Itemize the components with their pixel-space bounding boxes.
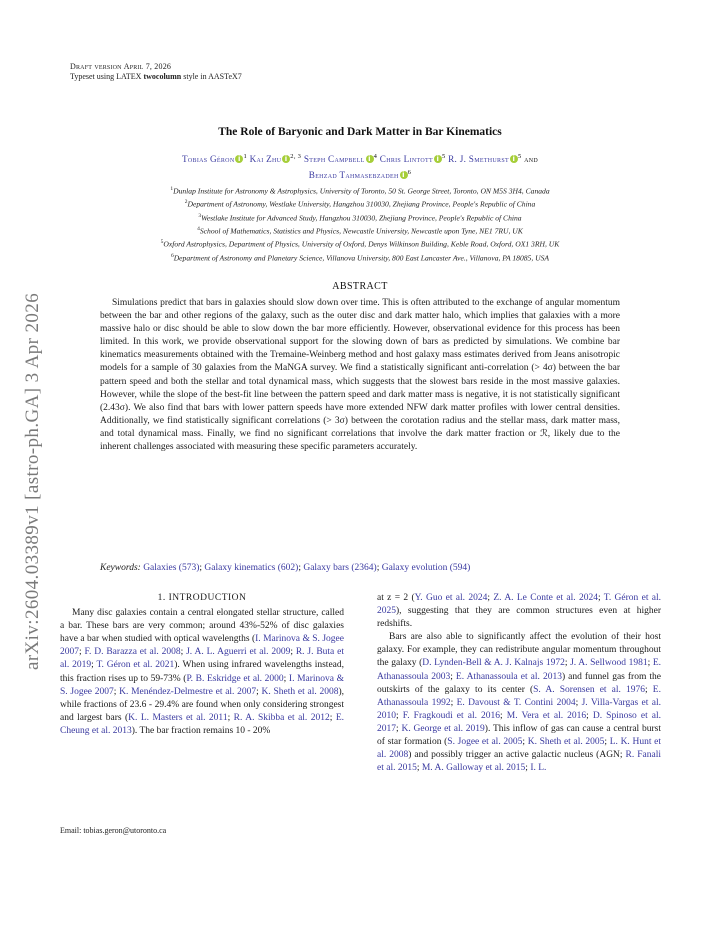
orcid-icon[interactable] [282, 155, 290, 163]
affiliation-number: 2 [184, 199, 188, 206]
affiliation-text: Department of Astronomy, Westlake University, Hangzhou 310030, Zhejiang Province, People's Republic of China [187, 199, 536, 209]
paragraph-text: ). When using infrared wavelengths instead, this fraction rises up to 59-73% ( [60, 660, 345, 684]
citation-link[interactable]: K. Menéndez-Delmestre et al. 2007 [119, 686, 257, 697]
affiliation-item [40, 197, 680, 210]
intro-paragraph [377, 631, 661, 775]
citation-link[interactable]: S. A. Sorensen et al. 1976 [533, 684, 646, 695]
citation-link[interactable]: T. Géron et al. 2021 [96, 660, 175, 671]
affiliation-text: Department of Astronomy and Planetary Science, Villanova University, 800 East Lancaster Ave., Villanova, PA 18085, USA [173, 253, 550, 263]
authors-and: and [524, 154, 539, 165]
author-affiliation: 5 [517, 153, 522, 160]
citation-link[interactable]: Z. A. Le Conte et al. 2024 [493, 593, 598, 603]
author-affiliation: 5 [441, 153, 446, 160]
paragraph-text: ; [396, 723, 402, 734]
paragraph-text: ; [487, 593, 494, 603]
author-name[interactable]: Chris Lintott [379, 154, 433, 165]
orcid-icon[interactable] [510, 155, 518, 163]
affiliation-number: 4 [197, 225, 200, 232]
author-affiliation: 4 [373, 153, 378, 160]
author-name[interactable]: Behzad Tahmasebzadeh [308, 170, 399, 181]
paragraph-text: ; [416, 763, 422, 774]
orcid-icon[interactable] [434, 155, 442, 163]
citation-link[interactable]: E. Athanassoula 1992 [377, 684, 661, 708]
keywords-label: Keywords: [100, 563, 141, 573]
paragraph-text: ). The bar fraction remains 10 - 20% [131, 725, 271, 736]
right-column [377, 592, 661, 775]
paragraph-text: ). This inflow of gas can cause a central burst of star formation ( [377, 723, 661, 748]
citation-link[interactable]: I. Marinova & S. Jogee 2007 [60, 634, 344, 658]
paragraph-text: ; [290, 647, 296, 658]
paragraph-text: ; [575, 697, 582, 708]
typeset-style: twocolumn [143, 72, 182, 81]
paragraph-text: ; [597, 593, 604, 603]
affiliation-text: Oxford Astrophysics, Department of Physics, University of Oxford, Denys Wilkinson Building, Keble Road, Oxford, OX1 3RH, UK [163, 239, 560, 249]
affiliation-item [40, 224, 680, 237]
paragraph-text: ; [564, 658, 571, 669]
orcid-icon[interactable] [366, 155, 374, 163]
citation-link[interactable]: Y. Guo et al. 2024 [414, 593, 488, 603]
keyword-link[interactable]: Galaxies (573) [143, 563, 200, 573]
orcid-icon[interactable] [235, 155, 243, 163]
citation-link[interactable]: E. Cheung et al. 2013 [60, 712, 344, 736]
paragraph-text: ; [180, 647, 187, 658]
citation-link[interactable]: L. K. Hunt et al. 2008 [377, 737, 662, 761]
paragraph-text: ; [645, 684, 653, 695]
paragraph-text: ; [283, 673, 289, 684]
keyword-link[interactable]: Galaxy evolution (594) [381, 563, 471, 573]
citation-link[interactable]: D. Spinoso et al. 2017 [377, 710, 662, 734]
affiliation-item [40, 211, 680, 224]
paragraph-text: ; [256, 686, 262, 697]
paragraph-text: ) and possibly trigger an active galactic nucleus (AGN; [408, 750, 626, 761]
citation-link[interactable]: T. Géron et al. 2025 [377, 593, 662, 617]
paragraph-text: ) and funnel gas from the outskirts of the galaxy to its center ( [377, 671, 661, 695]
author-name[interactable]: Steph Campbell [303, 154, 365, 165]
paragraph-text: ), while fractions of 23.6 - 29.4% are found when only considering strongest and largest bars ( [60, 686, 344, 723]
citation-link[interactable]: M. A. Galloway et al. 2015 [421, 763, 526, 774]
paragraph-text: ; [586, 710, 593, 721]
author-name[interactable]: R. J. Smethurst [448, 154, 509, 165]
citation-link[interactable]: J. A. L. Aguerri et al. 2009 [186, 647, 291, 658]
affiliation-number: 6 [170, 252, 174, 259]
citation-link[interactable]: F. D. Barazza et al. 2008 [84, 647, 181, 658]
citation-link[interactable]: R. J. Buta et al. 2019 [60, 647, 344, 671]
paragraph-text: ; [450, 697, 457, 708]
paragraph-text: Many disc galaxies contain a central elongated stellar structure, called a bar. These bars are very common; around 43%-52% of disc galaxies have a bar when studied with optical wavelengths ( [60, 608, 344, 645]
draft-label: Draft version [70, 62, 122, 71]
paragraph-text: ; [647, 658, 653, 669]
affiliation-item [40, 184, 680, 197]
typeset-post: style in AASTeX7 [183, 72, 242, 81]
paragraph-text: ; [450, 671, 456, 682]
citation-link[interactable]: J. A. Sellwood 1981 [570, 658, 648, 669]
abstract-heading: ABSTRACT [332, 281, 388, 292]
affiliation-text: Westlake Institute for Advanced Study, Hangzhou 310030, Zhejiang Province, People's Republic of China [201, 213, 522, 223]
citation-link[interactable]: S. Jogee et al. 2005 [447, 737, 523, 748]
draft-date: April 7, 2026 [123, 62, 172, 71]
citation-link[interactable]: E. Athanassoula et al. 2013 [455, 671, 562, 682]
paragraph-text: ; [227, 712, 234, 723]
paragraph-text: ; [500, 710, 507, 721]
paragraph-text: ), suggesting that they are common structures even at higher redshifts. [377, 606, 661, 630]
paragraph-text: Bars are also able to significantly affect the evolution of their host galaxy. For example, they can redistribute angular momentum throughout the galaxy ( [377, 632, 661, 669]
citation-link[interactable]: K. Sheth et al. 2005 [527, 737, 605, 748]
typeset-latex: ATEX [121, 72, 142, 81]
affiliation-text: School of Mathematics, Statistics and Physics, Newcastle University, Newcastle upon Tyne, NE1 7RU, UK [199, 226, 523, 236]
citation-link[interactable]: I. L. [530, 763, 547, 774]
citation-link[interactable]: K. George et al. 2019 [401, 723, 485, 734]
typeset-pre: Typeset using L [70, 72, 121, 81]
arxiv-sidebar-id: arXiv:2604.03389v1 [astro-ph.GA] 3 Apr 2026 [22, 292, 43, 670]
paragraph-text: ; [522, 737, 528, 748]
draft-header [70, 62, 242, 82]
affiliation-number: 5 [160, 239, 164, 246]
paragraph-text: ; [79, 647, 85, 658]
paragraph-text: ; [396, 710, 403, 721]
paper-title: The Role of Baryonic and Dark Matter in Bar Kinematics [218, 126, 502, 138]
paragraph-text: ; [113, 686, 120, 697]
orcid-icon[interactable] [400, 171, 408, 179]
paragraph-text: ; [329, 712, 336, 723]
citation-link[interactable]: E. Athanassoula 2003 [377, 658, 662, 682]
affiliation-number: 3 [198, 212, 202, 219]
citation-link[interactable]: K. L. Masters et al. 2011 [128, 712, 228, 723]
keywords: Keywords: Galaxies (573); Galaxy kinematics (602); Galaxy bars (2364); Galaxy evolution (594) [100, 563, 471, 573]
citation-link[interactable]: E. Davoust & T. Contini 2004 [456, 697, 576, 708]
paragraph-text: ; [525, 763, 531, 774]
author-affiliation: 6 [407, 169, 412, 177]
footnote-email: Email: tobias.geron@utoronto.ca [60, 826, 167, 835]
citation-link[interactable]: R. A. Skibba et al. 2012 [233, 712, 330, 723]
paragraph-text: at z = 2 ( [377, 593, 415, 603]
citation-link[interactable]: P. B. Eskridge et al. 2000 [186, 673, 284, 684]
keyword-link[interactable]: Galaxy bars (2364) [303, 563, 377, 573]
citation-link[interactable]: M. Vera et al. 2016 [506, 710, 587, 721]
paragraph-text: ; [91, 660, 97, 671]
affiliation-list [40, 184, 680, 264]
intro-paragraph [60, 607, 344, 738]
affiliation-item [40, 237, 680, 250]
citation-link[interactable]: F. Fragkoudi et al. 2016 [402, 710, 501, 721]
section-heading: 1. INTRODUCTION [157, 593, 247, 603]
citation-link[interactable]: R. Fanali et al. 2015 [377, 750, 661, 774]
author-list [70, 150, 650, 182]
citation-link[interactable]: K. Sheth et al. 2008 [261, 686, 339, 697]
affiliation-number: 1 [170, 186, 174, 192]
author-affiliation: 2, 3 [290, 153, 302, 160]
citation-link[interactable]: J. Villa-Vargas et al. 2010 [377, 697, 662, 721]
affiliation-text: Dunlap Institute for Astronomy & Astrophysics, University of Toronto, 50 St. George Street, Toronto, ON M5S 3H4, Canada [173, 186, 550, 196]
intro-paragraph [377, 592, 661, 631]
paragraph-text: ; [604, 737, 610, 748]
left-column [60, 592, 344, 738]
keyword-link[interactable]: Galaxy kinematics (602) [204, 563, 299, 573]
author-name[interactable]: Tobias Géron [181, 154, 235, 165]
citation-link[interactable]: I. Marinova & S. Jogee 2007 [60, 673, 344, 697]
citation-link[interactable]: D. Lynden-Bell & A. J. Kalnajs 1972 [422, 658, 565, 669]
author-name[interactable]: Kai Zhu [249, 154, 282, 165]
abstract-body: Simulations predict that bars in galaxies should slow down over time. This is often attributed to the exchange of angular momentum between the bar and other regions of the galaxy, such as the outer disc and dark matter halo, which implies that galaxies with a more massive halo or disc should be able to slow down the bar more efficiently. However, observational evidence for this process has been limited. In this work, we provide observational support for the slowing down of bars as predicted by simulations. We combine bar kinematics measurements obtained with the Tremaine-Weinberg method and host galaxy mass estimates derived from Jeans anisotropic models for a sample of 30 galaxies from the MaNGA survey. We find a statistically significant anti-correlation (> 4σ) between the bar pattern speed and both the stellar and total dynamical mass, which suggests that the slowest bars reside in the most massive galaxies. However, while the slope of the best-fit line between the pattern speed and dark matter mass is negative, it is not statistically significant (2.43σ). We also find that bars with lower pattern speeds have more extended NFW dark matter profiles with lower central densities. Additionally, we find statistically significant correlations (> 3σ) between the corotation radius and the stellar mass, dark matter mass, and total dynamical mass. Finally, we find no significant correlations that involve the dark matter fraction or ℛ, likely due to the inherent challenges associated with measuring these specific parameters accurately. [100, 298, 620, 453]
author-affiliation: 1 [243, 153, 248, 160]
affiliation-item [40, 251, 680, 264]
